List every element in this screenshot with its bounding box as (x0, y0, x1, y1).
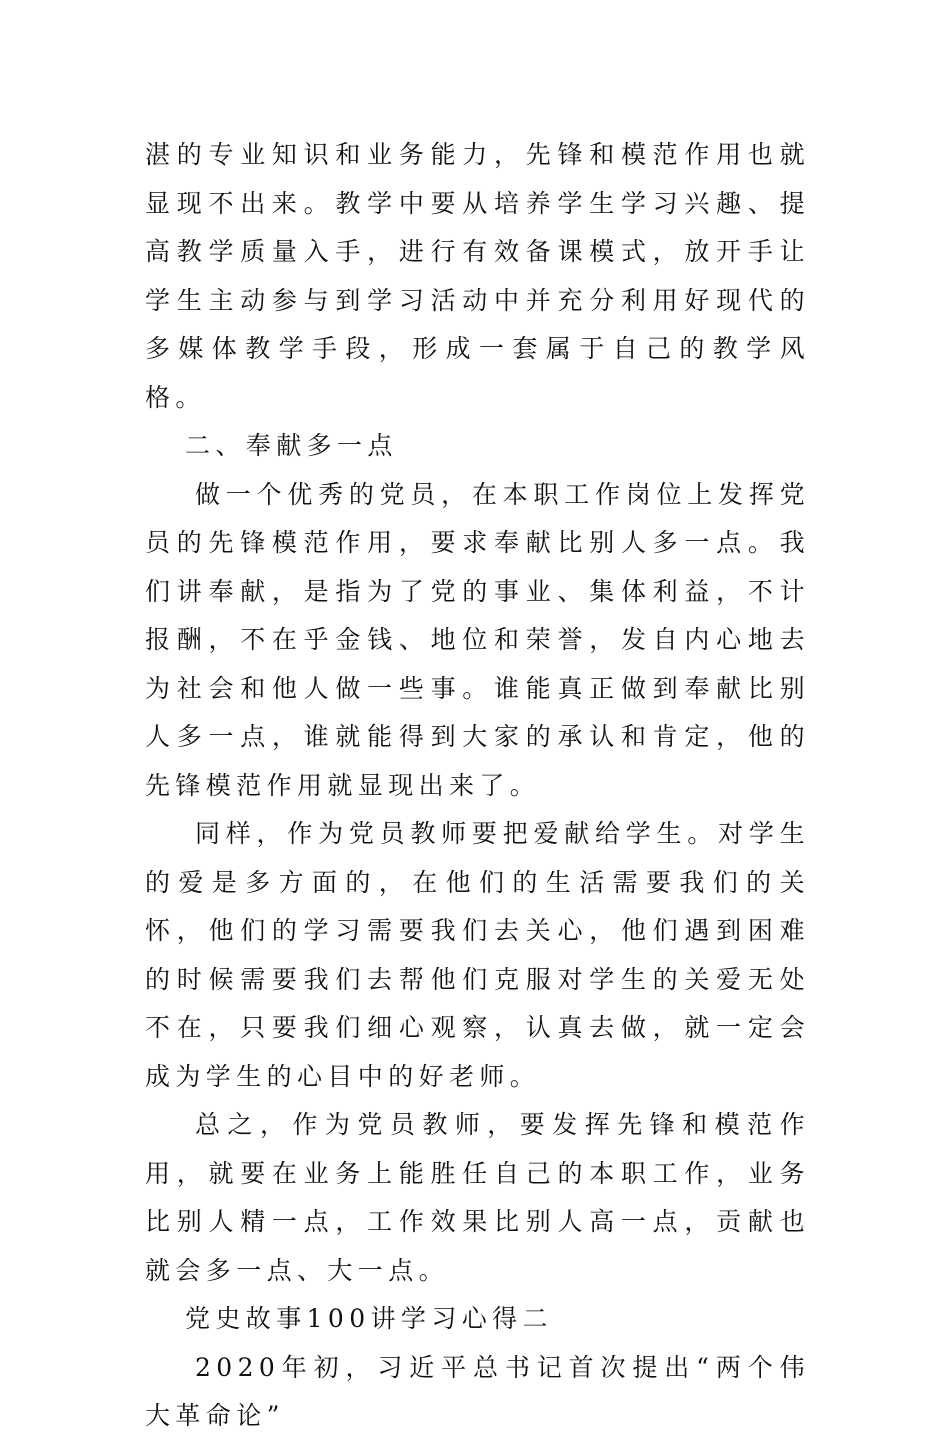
paragraph-conclusion: 总之，作为党员教师，要发挥先锋和模范作用，就要在业务上能胜任自己的本职工作，业务比别人精一点，工作效果比别人高一点，贡献也就会多一点、大一点。 (145, 1110, 810, 1285)
paragraph-love-students: 同样，作为党员教师要把爱献给学生。对学生的爱是多方面的，在他们的生活需要我们的关怀，他们的学习需要我们去关心，他们遇到困难的时候需要我们去帮他们克服对学生的关爱无处不在，只要我们细心观察，认真去做，就一定会成为学生的心目中的好老师。 (145, 819, 810, 1091)
paragraph-dedication: 做一个优秀的党员，在本职工作岗位上发挥党员的先锋模范作用，要求奉献比别人多一点。我们讲奉献，是指为了党的事业、集体利益，不计报酬，不在乎金钱、地位和荣誉，发自内心地去为社会和他人做一些事。谁能真正做到奉献比别人多一点，谁就能得到大家的承认和肯定，他的先锋模范作用就显现出来了。 (145, 479, 810, 800)
paragraph-2020: 2020年初，习近平总书记首次提出“两个伟大革命论” (145, 1352, 810, 1430)
section-heading-part-two: 党史故事100讲学习心得二 (185, 1304, 553, 1333)
paragraph-continuation: 湛的专业知识和业务能力，先锋和模范作用也就显现不出来。教学中要从培养学生学习兴趣、提高教学质量入手，进行有效备课模式，放开手让学生主动参与到学习活动中并充分利用好现代的多媒体教学手段，形成一套属于自己的教学风格。 (145, 140, 810, 412)
document-body (145, 131, 810, 1441)
section-heading-dedication: 二、奉献多一点 (185, 431, 398, 460)
